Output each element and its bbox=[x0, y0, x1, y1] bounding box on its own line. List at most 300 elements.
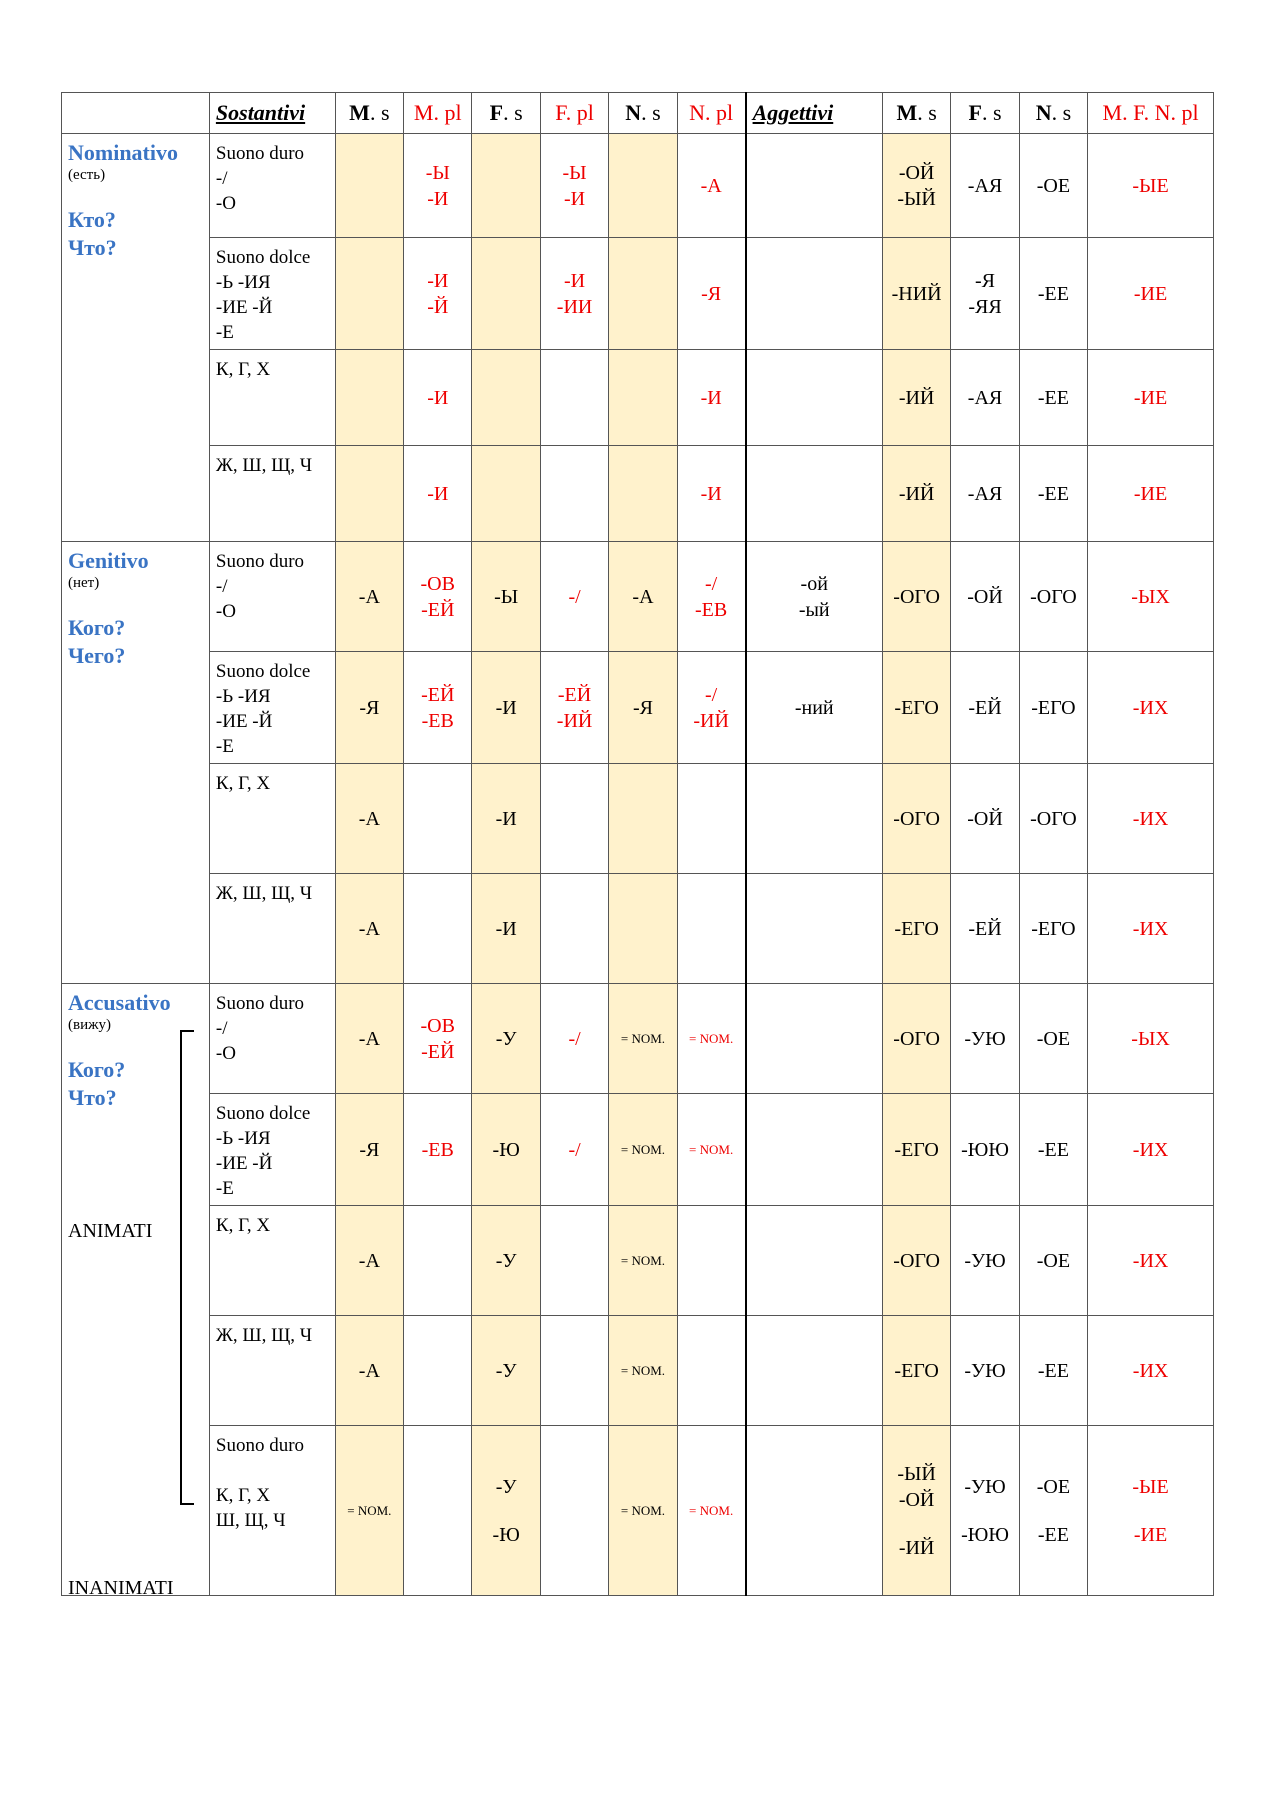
adj-ms-cell bbox=[882, 1426, 950, 1596]
ending: = NOM. bbox=[620, 1502, 666, 1518]
ending: -ЫЙ bbox=[897, 1462, 936, 1485]
adj-ns-cell bbox=[1019, 764, 1087, 874]
ending: = NOM. bbox=[689, 1030, 734, 1046]
table-row bbox=[62, 350, 1214, 446]
adj-ns-cell bbox=[1019, 984, 1087, 1094]
noun-mpl-cell bbox=[404, 350, 472, 446]
ending: -ЕГО bbox=[894, 1359, 939, 1382]
noun-fpl-cell bbox=[540, 134, 608, 238]
ending: -ЕГО bbox=[894, 1138, 939, 1161]
adj-pl-cell bbox=[1088, 542, 1214, 652]
ending: -ИЕ bbox=[1133, 1523, 1168, 1546]
ending: -И bbox=[564, 269, 586, 292]
noun-col-ms bbox=[335, 93, 403, 134]
noun-ms-cell bbox=[335, 1094, 403, 1206]
ending: -И bbox=[495, 696, 517, 719]
adj-fs-cell bbox=[951, 1206, 1019, 1316]
noun-ns-cell bbox=[609, 350, 677, 446]
adj-base-cell bbox=[746, 1316, 883, 1426]
noun-mpl-cell bbox=[404, 1206, 472, 1316]
ending: -Я bbox=[359, 696, 380, 719]
noun-ns-cell bbox=[609, 1094, 677, 1206]
noun-npl-cell bbox=[677, 874, 745, 984]
ending: -ИИ bbox=[556, 295, 593, 318]
adj-ms-cell bbox=[882, 238, 950, 350]
ending: -И bbox=[427, 187, 449, 210]
noun-col-ns bbox=[609, 93, 677, 134]
adj-pl-cell bbox=[1088, 764, 1214, 874]
stem-category-cell bbox=[209, 350, 335, 446]
adj-base-cell bbox=[746, 542, 883, 652]
adj-fs-cell bbox=[951, 984, 1019, 1094]
ending: -ОГО bbox=[1030, 585, 1077, 608]
noun-ms-cell bbox=[335, 350, 403, 446]
header-row bbox=[62, 93, 1214, 134]
ending: -ЕЕ bbox=[1037, 1523, 1069, 1546]
stem-line: -ИЕ -Й bbox=[215, 1153, 273, 1174]
adj-col-fs bbox=[951, 93, 1019, 134]
stem-line: Suono duro bbox=[215, 1435, 305, 1456]
case-question: Кого? bbox=[68, 615, 126, 640]
adj-base-cell bbox=[746, 238, 883, 350]
noun-ns-cell bbox=[609, 652, 677, 764]
adj-fs-cell bbox=[951, 1316, 1019, 1426]
adj-base-cell bbox=[746, 1426, 883, 1596]
adj-fs-cell bbox=[951, 1094, 1019, 1206]
noun-fs-cell bbox=[472, 238, 540, 350]
stem-line: Ж, Ш, Щ, Ч bbox=[215, 1325, 313, 1346]
stem-category-cell bbox=[209, 134, 335, 238]
ending: -ОГО bbox=[893, 807, 940, 830]
noun-fpl-cell bbox=[540, 1316, 608, 1426]
table-row bbox=[62, 874, 1214, 984]
table-row bbox=[62, 1316, 1214, 1426]
adj-fs-cell bbox=[951, 1426, 1019, 1596]
stem-category-cell bbox=[209, 874, 335, 984]
case-cell bbox=[62, 542, 210, 984]
ending: -ОЕ bbox=[1036, 1027, 1071, 1050]
noun-fpl-cell bbox=[540, 1206, 608, 1316]
case-verb: (вижу) bbox=[68, 1017, 111, 1033]
col-gender: F bbox=[968, 100, 982, 125]
noun-ns-cell bbox=[609, 984, 677, 1094]
ending: -Ю bbox=[492, 1138, 520, 1161]
noun-mpl-cell bbox=[404, 874, 472, 984]
ending: -ИХ bbox=[1132, 917, 1169, 940]
ending: -ИХ bbox=[1132, 807, 1169, 830]
adj-fs-cell bbox=[951, 764, 1019, 874]
noun-mpl-cell bbox=[404, 542, 472, 652]
stem-line: Ш, Щ, Ч bbox=[215, 1510, 286, 1531]
stem-line: К, Г, Х bbox=[215, 773, 271, 794]
adj-fs-cell bbox=[951, 238, 1019, 350]
ending: -ИЙ bbox=[898, 482, 935, 505]
table-row bbox=[62, 446, 1214, 542]
stem-line: -Ь -ИЯ bbox=[215, 272, 271, 293]
noun-fpl-cell bbox=[540, 1426, 608, 1596]
ending: -ИХ bbox=[1132, 1359, 1169, 1382]
adj-ns-cell bbox=[1019, 652, 1087, 764]
stem-line: -/ bbox=[215, 576, 228, 597]
noun-npl-cell bbox=[677, 542, 745, 652]
noun-fs-cell bbox=[472, 542, 540, 652]
noun-ms-cell bbox=[335, 1426, 403, 1596]
noun-npl-cell bbox=[677, 1094, 745, 1206]
stem-line: -Е bbox=[215, 322, 234, 343]
ending: -ОЕ bbox=[1036, 1475, 1071, 1498]
noun-mpl-cell bbox=[404, 446, 472, 542]
table-row bbox=[62, 1094, 1214, 1206]
stem-category-cell bbox=[209, 238, 335, 350]
ending: = NOM. bbox=[689, 1502, 734, 1518]
noun-ms-cell bbox=[335, 446, 403, 542]
stem-line: -Ь -ИЯ bbox=[215, 686, 271, 707]
adj-pl-cell bbox=[1088, 652, 1214, 764]
noun-col-mpl: M. pl bbox=[404, 93, 472, 134]
case-cell bbox=[62, 134, 210, 542]
ending: -И bbox=[427, 269, 449, 292]
ending: -ОЕ bbox=[1036, 174, 1071, 197]
ending: -/ bbox=[568, 1027, 581, 1050]
ending: -И bbox=[495, 807, 517, 830]
noun-ms-cell bbox=[335, 1206, 403, 1316]
ending: -ЫХ bbox=[1131, 1027, 1170, 1050]
ending: -ЮЮ bbox=[961, 1138, 1009, 1161]
adj-base-cell bbox=[746, 1094, 883, 1206]
ending: -ИЕ bbox=[1133, 386, 1168, 409]
adj-pl-cell bbox=[1088, 134, 1214, 238]
noun-mpl-cell bbox=[404, 764, 472, 874]
col-gender: F bbox=[489, 100, 504, 125]
ending: -ОВ bbox=[420, 572, 455, 595]
noun-fpl-cell bbox=[540, 652, 608, 764]
ending: -ний bbox=[794, 696, 834, 719]
stem-category-cell bbox=[209, 446, 335, 542]
noun-fs-cell bbox=[472, 1206, 540, 1316]
adj-pl-cell bbox=[1088, 446, 1214, 542]
adj-fs-cell bbox=[951, 446, 1019, 542]
ending: -ИЙ bbox=[898, 1536, 935, 1559]
ending: -ОГО bbox=[893, 1027, 940, 1050]
table-row bbox=[62, 984, 1214, 1094]
noun-ms-cell bbox=[335, 1316, 403, 1426]
adj-ms-cell bbox=[882, 1094, 950, 1206]
noun-fs-cell bbox=[472, 984, 540, 1094]
ending: -ЕГО bbox=[1031, 696, 1076, 719]
ending: -ЫЙ bbox=[897, 187, 936, 210]
noun-npl-cell bbox=[677, 446, 745, 542]
ending: -ЕЕ bbox=[1037, 282, 1069, 305]
ending: -ОЙ bbox=[898, 1488, 935, 1511]
noun-ms-cell bbox=[335, 874, 403, 984]
noun-ms-cell bbox=[335, 134, 403, 238]
adj-pl-cell bbox=[1088, 350, 1214, 446]
case-verb: (есть) bbox=[68, 167, 106, 183]
adj-ns-cell bbox=[1019, 238, 1087, 350]
adj-ns-cell bbox=[1019, 446, 1087, 542]
adj-ms-cell bbox=[882, 764, 950, 874]
ending: -ЕЙ bbox=[968, 917, 1002, 940]
ending: -ЕЙ bbox=[421, 1040, 455, 1063]
noun-fpl-cell bbox=[540, 542, 608, 652]
ending: -ЕГО bbox=[1031, 917, 1076, 940]
ending: -ИЕ bbox=[1133, 482, 1168, 505]
noun-fs-cell bbox=[472, 350, 540, 446]
ending: -АЯ bbox=[967, 174, 1003, 197]
adj-col-pl: M. F. N. pl bbox=[1088, 93, 1214, 134]
ending: -ЕВ bbox=[421, 709, 454, 732]
table-row bbox=[62, 764, 1214, 874]
stem-line: Ж, Ш, Щ, Ч bbox=[215, 455, 313, 476]
stem-category-cell bbox=[209, 1316, 335, 1426]
ending: -У bbox=[495, 1249, 517, 1272]
adj-pl-cell bbox=[1088, 1316, 1214, 1426]
noun-col-npl: N. pl bbox=[677, 93, 745, 134]
adj-ms-cell bbox=[882, 652, 950, 764]
ending: -АЯ bbox=[967, 386, 1003, 409]
stem-line: -O bbox=[215, 1043, 236, 1064]
ending: -УЮ bbox=[964, 1359, 1006, 1382]
ending: -ЕГО bbox=[894, 917, 939, 940]
ending: -ЕЕ bbox=[1037, 386, 1069, 409]
case-verb: (нет) bbox=[68, 575, 100, 591]
table-row bbox=[62, 542, 1214, 652]
ending: -У bbox=[495, 1475, 517, 1498]
adj-pl-cell bbox=[1088, 1094, 1214, 1206]
ending: -И bbox=[495, 917, 517, 940]
ending: -ЯЯ bbox=[968, 295, 1002, 318]
noun-ns-cell bbox=[609, 1426, 677, 1596]
adj-pl-cell bbox=[1088, 1206, 1214, 1316]
noun-ns-cell bbox=[609, 238, 677, 350]
case-name: Genitivo bbox=[68, 548, 149, 573]
col-gender: N bbox=[1035, 100, 1052, 125]
ending: -У bbox=[495, 1359, 517, 1382]
stem-category-cell bbox=[209, 542, 335, 652]
noun-npl-cell bbox=[677, 1316, 745, 1426]
noun-ns-cell bbox=[609, 874, 677, 984]
adj-ms-cell bbox=[882, 134, 950, 238]
ending: = NOM. bbox=[620, 1030, 666, 1046]
stem-category-cell bbox=[209, 652, 335, 764]
ending: -/ bbox=[705, 683, 718, 706]
stem-line: Suono dolce bbox=[215, 1103, 311, 1124]
adj-ns-cell bbox=[1019, 1426, 1087, 1596]
ending: -A bbox=[700, 174, 722, 197]
ending: -A bbox=[358, 917, 380, 940]
table-row bbox=[62, 134, 1214, 238]
animati-label: ANIMATI bbox=[68, 1220, 153, 1242]
noun-mpl-cell bbox=[404, 652, 472, 764]
noun-fpl-cell bbox=[540, 350, 608, 446]
ending: -ЫХ bbox=[1131, 585, 1170, 608]
ending: -ИХ bbox=[1132, 1249, 1169, 1272]
stem-category-cell bbox=[209, 764, 335, 874]
stem-line: -Е bbox=[215, 1178, 234, 1199]
table-row bbox=[62, 1426, 1214, 1596]
adj-col-ms bbox=[882, 93, 950, 134]
adj-pl-cell bbox=[1088, 874, 1214, 984]
noun-ns-cell bbox=[609, 542, 677, 652]
col-number: . s bbox=[1051, 100, 1072, 125]
adj-fs-cell bbox=[951, 874, 1019, 984]
ending: -ЮЮ bbox=[961, 1523, 1009, 1546]
nouns-header: Sostantivi bbox=[209, 93, 335, 134]
noun-mpl-cell bbox=[404, 1316, 472, 1426]
noun-fs-cell bbox=[472, 1094, 540, 1206]
noun-npl-cell bbox=[677, 350, 745, 446]
stem-line bbox=[216, 1458, 331, 1483]
col-number: . s bbox=[981, 100, 1002, 125]
stem-line: -O bbox=[215, 601, 236, 622]
ending: -ИЙ bbox=[693, 709, 729, 732]
ending: -ЕЕ bbox=[1037, 1138, 1069, 1161]
case-question: Кого? bbox=[68, 1057, 126, 1082]
col-number: . s bbox=[369, 100, 390, 125]
adj-fs-cell bbox=[951, 350, 1019, 446]
ending: -ИХ bbox=[1132, 1138, 1169, 1161]
case-question: Что? bbox=[68, 235, 117, 260]
ending: -/ bbox=[568, 1138, 581, 1161]
noun-fs-cell bbox=[472, 446, 540, 542]
ending: -Я bbox=[632, 696, 653, 719]
case-question: Что? bbox=[68, 1085, 117, 1110]
noun-ns-cell bbox=[609, 1206, 677, 1316]
noun-ms-cell bbox=[335, 764, 403, 874]
noun-fpl-cell bbox=[540, 764, 608, 874]
ending: -ЕЙ bbox=[421, 598, 455, 621]
col-gender: M bbox=[349, 100, 370, 125]
ending: -ОЙ bbox=[967, 585, 1003, 608]
stem-line: Ж, Ш, Щ, Ч bbox=[215, 883, 313, 904]
case-question: Кто? bbox=[68, 207, 116, 232]
adj-fs-cell bbox=[951, 652, 1019, 764]
adj-col-ns bbox=[1019, 93, 1087, 134]
ending: -ОГО bbox=[1030, 807, 1077, 830]
col-number: . s bbox=[503, 100, 523, 125]
adj-ms-cell bbox=[882, 984, 950, 1094]
noun-npl-cell bbox=[677, 134, 745, 238]
corner-cell bbox=[62, 93, 210, 134]
ending: = NOM. bbox=[347, 1502, 392, 1518]
ending: -A bbox=[358, 585, 380, 608]
noun-mpl-cell bbox=[404, 984, 472, 1094]
ending: -ИЙ bbox=[898, 386, 935, 409]
noun-npl-cell bbox=[677, 238, 745, 350]
inanimati-label: INANIMATI bbox=[68, 1577, 174, 1599]
ending: -И bbox=[564, 187, 586, 210]
noun-fpl-cell bbox=[540, 984, 608, 1094]
adj-ns-cell bbox=[1019, 542, 1087, 652]
col-number: . s bbox=[917, 100, 937, 125]
adj-base-cell bbox=[746, 652, 883, 764]
ending: -И bbox=[700, 482, 722, 505]
ending: -ОВ bbox=[420, 1014, 455, 1037]
noun-fs-cell bbox=[472, 1426, 540, 1596]
noun-fpl-cell bbox=[540, 238, 608, 350]
stem-line: Suono duro bbox=[215, 551, 305, 572]
ending: -ЕГО bbox=[894, 696, 939, 719]
noun-ms-cell bbox=[335, 652, 403, 764]
stem-line: К, Г, Х bbox=[215, 1485, 271, 1506]
adj-base-cell bbox=[746, 764, 883, 874]
ending: -A bbox=[358, 1359, 380, 1382]
adj-ms-cell bbox=[882, 874, 950, 984]
stem-line: Suono dolce bbox=[215, 661, 311, 682]
ending: -Ю bbox=[492, 1523, 520, 1546]
ending: -ИЕ bbox=[1133, 282, 1168, 305]
ending: -A bbox=[358, 1027, 380, 1050]
noun-fpl-cell bbox=[540, 874, 608, 984]
stem-line: К, Г, Х bbox=[215, 1215, 271, 1236]
ending: = NOM. bbox=[620, 1252, 666, 1268]
adj-pl-cell bbox=[1088, 1426, 1214, 1596]
adj-ns-cell bbox=[1019, 350, 1087, 446]
adj-fs-cell bbox=[951, 542, 1019, 652]
ending: -ый bbox=[798, 598, 830, 621]
ending: -ЕЙ bbox=[421, 683, 455, 706]
noun-npl-cell bbox=[677, 984, 745, 1094]
noun-mpl-cell bbox=[404, 1426, 472, 1596]
ending: -УЮ bbox=[964, 1475, 1006, 1498]
adj-base-cell bbox=[746, 446, 883, 542]
table-row bbox=[62, 1206, 1214, 1316]
noun-npl-cell bbox=[677, 764, 745, 874]
ending: -АЯ bbox=[967, 482, 1003, 505]
ending: = NOM. bbox=[620, 1362, 666, 1378]
ending: -A bbox=[358, 1249, 380, 1272]
ending: -И bbox=[700, 386, 722, 409]
stem-line: -Ь -ИЯ bbox=[215, 1128, 271, 1149]
noun-ms-cell bbox=[335, 984, 403, 1094]
ending: -ОЕ bbox=[1036, 1249, 1071, 1272]
table-row bbox=[62, 652, 1214, 764]
ending: -ИХ bbox=[1132, 696, 1169, 719]
noun-ns-cell bbox=[609, 134, 677, 238]
noun-col-fpl: F. pl bbox=[540, 93, 608, 134]
stem-line: -/ bbox=[215, 168, 228, 189]
ending: -ЕЙ bbox=[968, 696, 1002, 719]
declension-table bbox=[61, 92, 1214, 1596]
ending: -Ы bbox=[562, 161, 587, 184]
noun-fs-cell bbox=[472, 1316, 540, 1426]
adj-ms-cell bbox=[882, 350, 950, 446]
adj-base-cell bbox=[746, 134, 883, 238]
ending: -/ bbox=[568, 585, 581, 608]
ending: -ОГО bbox=[893, 585, 940, 608]
stem-line: Suono duro bbox=[215, 143, 305, 164]
noun-ns-cell bbox=[609, 764, 677, 874]
adj-ms-cell bbox=[882, 446, 950, 542]
stem-line: -Е bbox=[215, 736, 234, 757]
adj-ns-cell bbox=[1019, 134, 1087, 238]
ending: -Ы bbox=[425, 161, 450, 184]
col-gender: N bbox=[625, 100, 642, 125]
adj-base-cell bbox=[746, 874, 883, 984]
ending: -ой bbox=[800, 572, 828, 595]
stem-category-cell bbox=[209, 1094, 335, 1206]
noun-fs-cell bbox=[472, 652, 540, 764]
ending: -УЮ bbox=[964, 1249, 1006, 1272]
stem-category-cell bbox=[209, 1426, 335, 1596]
noun-npl-cell bbox=[677, 1426, 745, 1596]
noun-mpl-cell bbox=[404, 1094, 472, 1206]
adj-base-cell bbox=[746, 350, 883, 446]
noun-mpl-cell bbox=[404, 134, 472, 238]
stem-line: Suono duro bbox=[215, 993, 305, 1014]
adj-ns-cell bbox=[1019, 1094, 1087, 1206]
noun-col-fs bbox=[472, 93, 540, 134]
